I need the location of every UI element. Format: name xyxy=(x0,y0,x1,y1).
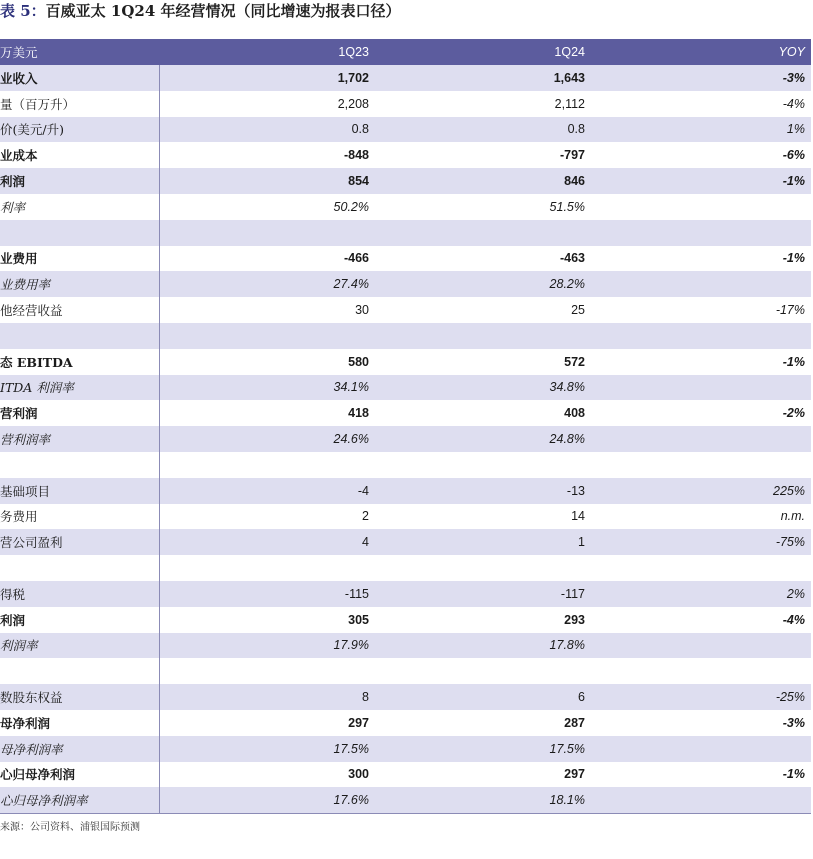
row-label xyxy=(0,452,159,478)
table-row xyxy=(0,478,811,504)
row-label: 心归母净利润 xyxy=(0,762,159,788)
value-1q23: 34.1% xyxy=(159,375,375,401)
table-row xyxy=(0,607,811,633)
table-body xyxy=(0,65,811,814)
row-label: 母净利润 xyxy=(0,710,159,736)
header-1q23: 1Q23 xyxy=(159,39,375,65)
row-label xyxy=(0,555,159,581)
value-1q24: 51.5% xyxy=(549,199,585,214)
table-row xyxy=(0,271,811,297)
table-row xyxy=(0,581,811,607)
table-row xyxy=(0,400,811,426)
row-label: 量（百万升） xyxy=(0,91,159,117)
table-row xyxy=(0,194,811,220)
value-yoy: -1% xyxy=(591,168,811,194)
value-1q23: 418 xyxy=(348,406,369,421)
value-yoy: -1% xyxy=(782,354,805,369)
value-1q23: 2,208 xyxy=(337,96,369,111)
table-row xyxy=(0,762,811,788)
row-label: 心归母净利润率 xyxy=(0,787,159,813)
row-label: 营利润 xyxy=(0,400,159,426)
value-1q23: 1,702 xyxy=(159,65,375,91)
value-1q23: 17.9% xyxy=(159,633,375,659)
value-yoy: -4% xyxy=(782,612,805,627)
table-row xyxy=(0,91,811,117)
table-row xyxy=(0,375,811,401)
table-row xyxy=(0,117,811,143)
value-1q24: 17.8% xyxy=(375,633,591,659)
value-1q24 xyxy=(375,658,591,684)
value-yoy xyxy=(591,658,811,684)
row-label: 务费用 xyxy=(0,504,159,530)
table-title xyxy=(0,0,401,30)
header-1q24: 1Q24 xyxy=(375,39,591,65)
value-1q24 xyxy=(375,452,591,478)
value-1q23: -115 xyxy=(159,581,375,607)
value-yoy: 225% xyxy=(591,478,811,504)
table-row xyxy=(0,246,811,272)
table-row xyxy=(0,426,811,452)
value-1q23: -848 xyxy=(343,148,369,163)
row-label: 母净利润率 xyxy=(0,736,159,762)
table-row xyxy=(0,710,811,736)
value-1q24: -463 xyxy=(559,251,585,266)
row-label xyxy=(0,658,159,684)
value-1q24: 25 xyxy=(571,303,585,318)
table-row xyxy=(0,736,811,762)
row-label: 利率 xyxy=(0,194,159,220)
value-1q23: 305 xyxy=(348,612,369,627)
value-1q24: 28.2% xyxy=(375,271,591,297)
table-row xyxy=(0,142,811,168)
table-number: 表 5： xyxy=(0,2,46,20)
table-row xyxy=(0,297,811,323)
financial-table xyxy=(0,39,811,814)
value-1q24: 287 xyxy=(564,715,585,730)
row-label: 营公司盈利 xyxy=(0,529,159,555)
table-caption: 百威亚太 1Q24 年经营情况（同比增速为报表口径） xyxy=(45,2,401,20)
value-1q24: 34.8% xyxy=(375,375,591,401)
value-1q23: 4 xyxy=(159,529,375,555)
value-1q24: 17.5% xyxy=(375,736,591,762)
header-yoy: YOY xyxy=(591,39,811,65)
row-label: 业费用 xyxy=(0,246,159,272)
value-1q24: 297 xyxy=(564,767,585,782)
table-row xyxy=(0,349,811,375)
table-row xyxy=(0,504,811,530)
value-yoy: -3% xyxy=(591,65,811,91)
value-1q23: 8 xyxy=(159,684,375,710)
value-1q24: 24.8% xyxy=(375,426,591,452)
value-1q23: 17.6% xyxy=(159,787,375,813)
value-1q24: 1 xyxy=(375,529,591,555)
value-yoy: -17% xyxy=(775,303,805,318)
value-1q23: 27.4% xyxy=(159,271,375,297)
value-yoy: n.m. xyxy=(780,509,805,524)
value-yoy xyxy=(591,375,811,401)
table-row xyxy=(0,65,811,91)
row-label: 价(美元/升) xyxy=(0,117,159,143)
value-1q23: 297 xyxy=(348,715,369,730)
value-1q23: 30 xyxy=(355,303,369,318)
row-label: 业收入 xyxy=(0,65,159,91)
value-1q24: 2,112 xyxy=(554,96,585,111)
value-yoy: -3% xyxy=(782,715,805,730)
table-row xyxy=(0,323,811,349)
row-label: 态 EBITDA xyxy=(0,349,159,375)
row-label: 数股东权益 xyxy=(0,684,159,710)
row-label xyxy=(0,220,159,246)
row-label: 得税 xyxy=(0,581,159,607)
value-1q23: 854 xyxy=(159,168,375,194)
value-yoy xyxy=(591,220,811,246)
value-1q23: 24.6% xyxy=(159,426,375,452)
value-1q23: 300 xyxy=(348,767,369,782)
table-row xyxy=(0,633,811,659)
row-label: ITDA 利润率 xyxy=(0,375,159,401)
table-row xyxy=(0,168,811,194)
value-yoy xyxy=(591,555,811,581)
value-yoy: 2% xyxy=(591,581,811,607)
value-1q23 xyxy=(159,452,375,478)
value-1q23: 17.5% xyxy=(159,736,375,762)
value-yoy: -1% xyxy=(782,767,805,782)
value-1q24: -117 xyxy=(375,581,591,607)
value-1q23 xyxy=(159,555,375,581)
value-1q23: 580 xyxy=(348,354,369,369)
row-label: 业成本 xyxy=(0,142,159,168)
value-yoy xyxy=(591,633,811,659)
value-yoy xyxy=(591,194,811,220)
value-yoy xyxy=(591,426,811,452)
row-label: 营利润率 xyxy=(0,426,159,452)
row-label: 利润 xyxy=(0,168,159,194)
table-row xyxy=(0,529,811,555)
value-1q24: 1,643 xyxy=(375,65,591,91)
value-1q23 xyxy=(159,658,375,684)
value-1q24: -13 xyxy=(375,478,591,504)
value-1q23 xyxy=(159,323,375,349)
table-row xyxy=(0,787,811,813)
value-yoy: -75% xyxy=(591,529,811,555)
value-yoy xyxy=(591,271,811,297)
value-1q24: 6 xyxy=(375,684,591,710)
value-yoy xyxy=(591,787,811,813)
value-1q24: 0.8 xyxy=(375,117,591,143)
value-1q24: 572 xyxy=(564,354,585,369)
value-1q24 xyxy=(375,323,591,349)
header-unit: 万美元 xyxy=(0,39,159,65)
table-row xyxy=(0,555,811,581)
value-1q23: 0.8 xyxy=(159,117,375,143)
value-yoy: -4% xyxy=(782,96,805,111)
value-1q23: 2 xyxy=(362,509,369,524)
row-label: 利润 xyxy=(0,607,159,633)
value-1q23: -466 xyxy=(343,251,369,266)
value-1q24: 846 xyxy=(375,168,591,194)
value-1q24: 293 xyxy=(564,612,585,627)
value-1q24 xyxy=(375,555,591,581)
value-yoy xyxy=(591,323,811,349)
value-1q24: 408 xyxy=(564,406,585,421)
table-row xyxy=(0,684,811,710)
value-yoy: -25% xyxy=(591,684,811,710)
row-label: 基础项目 xyxy=(0,478,159,504)
value-1q24 xyxy=(375,220,591,246)
value-yoy xyxy=(591,736,811,762)
row-label: 他经营收益 xyxy=(0,297,159,323)
value-1q23 xyxy=(159,220,375,246)
value-1q24: 14 xyxy=(571,509,585,524)
value-yoy: 1% xyxy=(591,117,811,143)
header-row xyxy=(0,39,811,65)
value-yoy: -6% xyxy=(782,148,805,163)
table-row xyxy=(0,658,811,684)
value-1q24: 18.1% xyxy=(375,787,591,813)
table-row xyxy=(0,220,811,246)
row-label: 利润率 xyxy=(0,633,159,659)
source-note: 来源：公司资料、浦银国际预测 xyxy=(0,822,140,833)
value-yoy: -1% xyxy=(782,251,805,266)
value-1q23: -4 xyxy=(159,478,375,504)
row-label xyxy=(0,323,159,349)
table-row xyxy=(0,452,811,478)
row-label: 业费用率 xyxy=(0,271,159,297)
value-yoy xyxy=(591,452,811,478)
value-yoy: -2% xyxy=(782,406,805,421)
value-1q24: -797 xyxy=(559,148,585,163)
value-1q23: 50.2% xyxy=(333,199,369,214)
